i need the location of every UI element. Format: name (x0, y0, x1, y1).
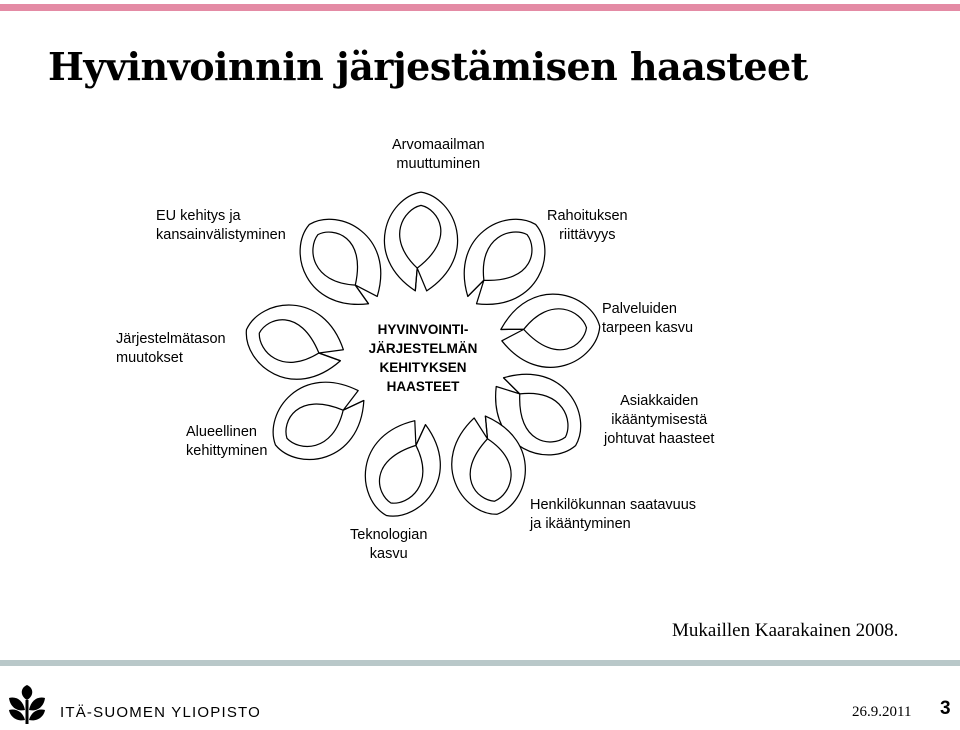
label-alueellinen: Alueellinen kehittyminen (186, 424, 268, 459)
label-teknologia: Teknologian kasvu (350, 527, 428, 562)
university-name: ITÄ-SUOMEN YLIOPISTO (60, 704, 261, 721)
arrow-top-left (281, 201, 401, 324)
label-henkilokunta: Henkilökunnan saatavuus ja ikääntyminen (530, 497, 697, 532)
arrow-bottom (352, 410, 455, 528)
label-palvelut: Palveluiden tarpeen kasvu (602, 301, 694, 336)
arrow-right-upper (498, 290, 603, 371)
arrow-top (384, 192, 457, 291)
page-number: 3 (940, 698, 951, 719)
slide-date: 26.9.2011 (852, 704, 912, 720)
center-line-4: HAASTEET (386, 379, 460, 394)
center-label (338, 320, 508, 396)
center-line-1: HYVINVOINTI- (377, 322, 469, 337)
label-eu: EU kehitys ja kansainvälistyminen (156, 208, 286, 243)
slide-title: Hyvinvoinnin järjestämisen haasteet (48, 44, 808, 89)
arrow-left-upper (237, 294, 351, 390)
citation: Mukaillen Kaarakainen 2008. (672, 620, 899, 641)
label-rahoitus: Rahoituksen riittävyys (547, 208, 628, 243)
label-asiakkaat: Asiakkaiden ikääntymisestä johtuvat haasteet (604, 393, 715, 447)
center-line-3: KEHITYKSEN (379, 360, 467, 375)
center-line-2: JÄRJESTELMÄN (368, 341, 478, 356)
label-jarjestelma: Järjestelmätason muutokset (116, 331, 226, 366)
label-arvomaailma: Arvomaailman muuttuminen (392, 137, 485, 172)
bottom-accent-bar (0, 660, 960, 666)
university-logo-icon (8, 684, 46, 726)
